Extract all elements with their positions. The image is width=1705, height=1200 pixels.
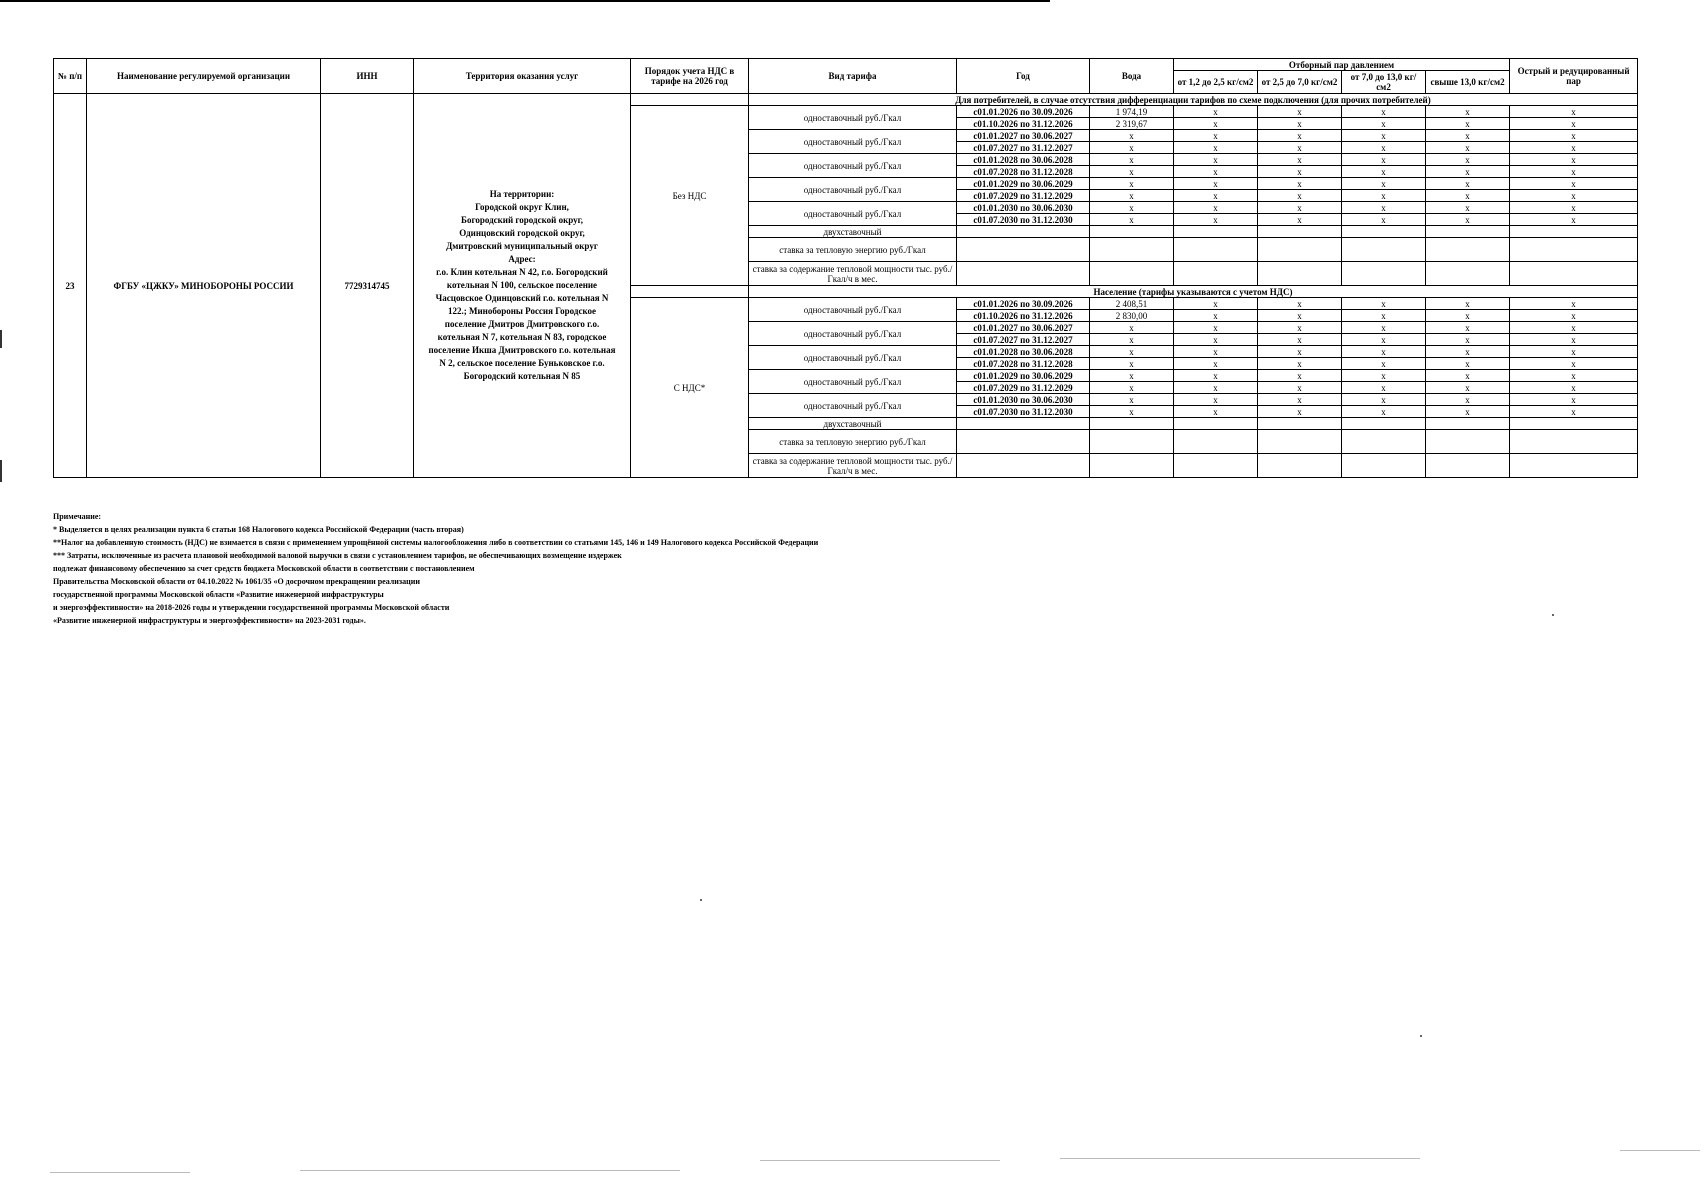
cross-mark: х bbox=[1510, 382, 1638, 394]
rate-energy-label: ставка за тепловую энергию руб./Гкал bbox=[749, 238, 957, 262]
territory-line: поселение Дмитров Дмитровского г.о. bbox=[444, 319, 600, 329]
cross-mark: х bbox=[1174, 166, 1258, 178]
vat-spacer bbox=[631, 94, 749, 106]
territory-line: котельная N 7, котельная N 83, городское bbox=[437, 332, 607, 342]
cross-mark: х bbox=[1258, 178, 1342, 190]
empty-cell bbox=[1426, 262, 1510, 286]
water-value: х bbox=[1090, 178, 1174, 190]
cross-mark: х bbox=[1342, 358, 1426, 370]
empty-cell bbox=[1090, 262, 1174, 286]
territory-line: Богородский котельная N 85 bbox=[463, 371, 581, 381]
cross-mark: х bbox=[1174, 334, 1258, 346]
note-line: **Налог на добавленную стоимость (НДС) не взимается в связи с применением упрощённой системы налогообложения либо в соответствии со статьями 145, 146 и 149 Налогового кодекса Российской Федерации bbox=[53, 538, 819, 547]
one-part-tariff-label: одноставочный руб./Гкал bbox=[749, 370, 957, 394]
empty-cell bbox=[1090, 454, 1174, 478]
note-line: Примечание: bbox=[53, 512, 102, 521]
cross-mark: х bbox=[1510, 298, 1638, 310]
cross-mark: х bbox=[1510, 130, 1638, 142]
empty-cell bbox=[1090, 430, 1174, 454]
cross-mark: х bbox=[1426, 406, 1510, 418]
scan-dash bbox=[1620, 1150, 1700, 1151]
period: с01.07.2027 по 31.12.2027 bbox=[957, 334, 1090, 346]
cross-mark: х bbox=[1174, 382, 1258, 394]
water-value: х bbox=[1090, 142, 1174, 154]
cross-mark: х bbox=[1258, 142, 1342, 154]
water-value: 2 408,51 bbox=[1090, 298, 1174, 310]
water-value: х bbox=[1090, 394, 1174, 406]
period: с01.01.2029 по 30.06.2029 bbox=[957, 370, 1090, 382]
cross-mark: х bbox=[1510, 310, 1638, 322]
cross-mark: х bbox=[1510, 142, 1638, 154]
two-part-tariff-label: двухставочный bbox=[749, 418, 957, 430]
header-row-1 bbox=[54, 59, 1638, 71]
cross-mark: х bbox=[1510, 322, 1638, 334]
period: с01.10.2026 по 31.12.2026 bbox=[957, 118, 1090, 130]
cross-mark: х bbox=[1426, 166, 1510, 178]
cross-mark: х bbox=[1174, 202, 1258, 214]
empty-cell bbox=[1258, 238, 1342, 262]
empty-cell bbox=[1426, 238, 1510, 262]
empty-cell bbox=[1090, 226, 1174, 238]
empty-cell bbox=[1258, 262, 1342, 286]
rate-capacity-label: ставка за содержание тепловой мощности тыс. руб./Гкал/ч в мес. bbox=[749, 262, 957, 286]
scan-dash bbox=[300, 1170, 680, 1171]
cross-mark: х bbox=[1342, 166, 1426, 178]
empty-cell bbox=[1426, 454, 1510, 478]
cross-mark: х bbox=[1174, 106, 1258, 118]
water-value: х bbox=[1090, 202, 1174, 214]
tariff-body bbox=[54, 94, 1638, 478]
cross-mark: х bbox=[1510, 214, 1638, 226]
territory-line: поселение Икша Дмитровского г.о. котельная bbox=[428, 345, 616, 355]
empty-cell bbox=[1426, 430, 1510, 454]
scan-mark bbox=[0, 460, 2, 482]
cross-mark: х bbox=[1342, 406, 1426, 418]
cross-mark: х bbox=[1174, 358, 1258, 370]
cross-mark: х bbox=[1174, 178, 1258, 190]
cross-mark: х bbox=[1510, 190, 1638, 202]
cross-mark: х bbox=[1258, 154, 1342, 166]
header-steam-3: от 7,0 до 13,0 кг/см2 bbox=[1342, 71, 1426, 94]
scan-dot bbox=[1420, 1035, 1422, 1037]
vat-order: С НДС* bbox=[631, 298, 749, 478]
period: с01.01.2028 по 30.06.2028 bbox=[957, 154, 1090, 166]
scan-dot bbox=[1552, 614, 1554, 616]
water-value: х bbox=[1090, 190, 1174, 202]
cross-mark: х bbox=[1258, 202, 1342, 214]
cross-mark: х bbox=[1426, 130, 1510, 142]
cross-mark: х bbox=[1258, 190, 1342, 202]
cross-mark: х bbox=[1174, 346, 1258, 358]
notes-block bbox=[53, 510, 818, 627]
two-part-tariff-label: двухставочный bbox=[749, 226, 957, 238]
note-line: * Выделяется в целях реализации пункта 6 статьи 168 Налогового кодекса Российской Федерации (часть вторая) bbox=[53, 525, 464, 534]
one-part-tariff-label: одноставочный руб./Гкал bbox=[749, 346, 957, 370]
scan-dot bbox=[700, 899, 702, 901]
cross-mark: х bbox=[1510, 358, 1638, 370]
territory-line: Дмитровский муниципальный округ bbox=[446, 241, 598, 251]
empty-cell bbox=[1510, 430, 1638, 454]
empty-cell bbox=[1174, 226, 1258, 238]
period: с01.07.2029 по 31.12.2029 bbox=[957, 382, 1090, 394]
period: с01.01.2027 по 30.06.2027 bbox=[957, 322, 1090, 334]
header-sharp-steam: Острый и редуцированный пар bbox=[1510, 59, 1638, 94]
cross-mark: х bbox=[1174, 394, 1258, 406]
cross-mark: х bbox=[1426, 310, 1510, 322]
cross-mark: х bbox=[1258, 382, 1342, 394]
cross-mark: х bbox=[1426, 190, 1510, 202]
period: с01.07.2029 по 31.12.2029 bbox=[957, 190, 1090, 202]
empty-cell bbox=[1510, 454, 1638, 478]
cross-mark: х bbox=[1426, 154, 1510, 166]
cross-mark: х bbox=[1174, 118, 1258, 130]
empty-cell bbox=[1258, 418, 1342, 430]
water-value: х bbox=[1090, 166, 1174, 178]
empty-cell bbox=[957, 430, 1090, 454]
cross-mark: х bbox=[1510, 202, 1638, 214]
rate-energy-label: ставка за тепловую энергию руб./Гкал bbox=[749, 430, 957, 454]
cross-mark: х bbox=[1342, 130, 1426, 142]
cross-mark: х bbox=[1342, 346, 1426, 358]
territory-line: котельная N 100, сельское поселение bbox=[446, 280, 598, 290]
empty-cell bbox=[1174, 454, 1258, 478]
water-value: х bbox=[1090, 382, 1174, 394]
cross-mark: х bbox=[1426, 322, 1510, 334]
one-part-tariff-label: одноставочный руб./Гкал bbox=[749, 154, 957, 178]
one-part-tariff-label: одноставочный руб./Гкал bbox=[749, 106, 957, 130]
cross-mark: х bbox=[1342, 202, 1426, 214]
scan-dash bbox=[760, 1160, 1000, 1161]
period: с01.01.2027 по 30.06.2027 bbox=[957, 130, 1090, 142]
cross-mark: х bbox=[1510, 166, 1638, 178]
water-value: 2 830,00 bbox=[1090, 310, 1174, 322]
vat-order: Без НДС bbox=[631, 106, 749, 286]
cross-mark: х bbox=[1258, 166, 1342, 178]
one-part-tariff-label: одноставочный руб./Гкал bbox=[749, 322, 957, 346]
empty-cell bbox=[1510, 226, 1638, 238]
section-title: Население (тарифы указываются с учетом НДС) bbox=[749, 286, 1638, 298]
territory-line: Городской округ Клин, bbox=[475, 202, 569, 212]
header-territory: Территория оказания услуг bbox=[414, 59, 631, 94]
cross-mark: х bbox=[1510, 334, 1638, 346]
inn-value: 7729314745 bbox=[321, 94, 414, 478]
cross-mark: х bbox=[1342, 394, 1426, 406]
territory-line: Адрес: bbox=[508, 254, 536, 264]
empty-cell bbox=[1174, 418, 1258, 430]
cross-mark: х bbox=[1510, 178, 1638, 190]
cross-mark: х bbox=[1510, 346, 1638, 358]
cross-mark: х bbox=[1426, 106, 1510, 118]
empty-cell bbox=[1258, 454, 1342, 478]
period: с01.07.2030 по 31.12.2030 bbox=[957, 214, 1090, 226]
cross-mark: х bbox=[1342, 142, 1426, 154]
cross-mark: х bbox=[1426, 142, 1510, 154]
cross-mark: х bbox=[1258, 370, 1342, 382]
water-value: х bbox=[1090, 322, 1174, 334]
cross-mark: х bbox=[1174, 142, 1258, 154]
empty-cell bbox=[957, 454, 1090, 478]
period: с01.07.2030 по 31.12.2030 bbox=[957, 406, 1090, 418]
empty-cell bbox=[957, 262, 1090, 286]
period: с01.01.2030 по 30.06.2030 bbox=[957, 394, 1090, 406]
cross-mark: х bbox=[1258, 106, 1342, 118]
header-org: Наименование регулируемой организации bbox=[87, 59, 321, 94]
empty-cell bbox=[1174, 238, 1258, 262]
cross-mark: х bbox=[1426, 178, 1510, 190]
cross-mark: х bbox=[1174, 406, 1258, 418]
empty-cell bbox=[1090, 418, 1174, 430]
cross-mark: х bbox=[1174, 310, 1258, 322]
header-vat-order: Порядок учета НДС в тарифе на 2026 год bbox=[631, 59, 749, 94]
header-inn: ИНН bbox=[321, 59, 414, 94]
header-year: Год bbox=[957, 59, 1090, 94]
empty-cell bbox=[1342, 430, 1426, 454]
header-steam-group: Отборный пар давлением bbox=[1174, 59, 1510, 71]
water-value: х bbox=[1090, 154, 1174, 166]
empty-cell bbox=[1342, 418, 1426, 430]
rate-capacity-label: ставка за содержание тепловой мощности тыс. руб./Гкал/ч в мес. bbox=[749, 454, 957, 478]
water-value: х bbox=[1090, 406, 1174, 418]
cross-mark: х bbox=[1342, 298, 1426, 310]
cross-mark: х bbox=[1174, 298, 1258, 310]
cross-mark: х bbox=[1426, 298, 1510, 310]
empty-cell bbox=[1510, 262, 1638, 286]
cross-mark: х bbox=[1510, 118, 1638, 130]
header-num: № п/п bbox=[54, 59, 87, 94]
territory-line: Часцовское Одинцовский г.о. котельная N bbox=[435, 293, 609, 303]
period: с01.10.2026 по 31.12.2026 bbox=[957, 310, 1090, 322]
empty-cell bbox=[1426, 226, 1510, 238]
water-value: х bbox=[1090, 130, 1174, 142]
water-value: х bbox=[1090, 358, 1174, 370]
cross-mark: х bbox=[1426, 358, 1510, 370]
cross-mark: х bbox=[1258, 358, 1342, 370]
empty-cell bbox=[1510, 238, 1638, 262]
period: с01.07.2027 по 31.12.2027 bbox=[957, 142, 1090, 154]
cross-mark: х bbox=[1426, 214, 1510, 226]
cross-mark: х bbox=[1426, 202, 1510, 214]
section-title: Для потребителей, в случае отсутствия дифференциации тарифов по схеме подключения (для прочих потребителей) bbox=[749, 94, 1638, 106]
cross-mark: х bbox=[1174, 322, 1258, 334]
cross-mark: х bbox=[1258, 322, 1342, 334]
water-value: х bbox=[1090, 346, 1174, 358]
cross-mark: х bbox=[1174, 154, 1258, 166]
organization-name: ФГБУ «ЦЖКУ» МИНОБОРОНЫ РОССИИ bbox=[87, 94, 321, 478]
cross-mark: х bbox=[1174, 214, 1258, 226]
tariff-document bbox=[53, 58, 1637, 478]
period: с01.01.2029 по 30.06.2029 bbox=[957, 178, 1090, 190]
period: с01.01.2026 по 30.09.2026 bbox=[957, 106, 1090, 118]
cross-mark: х bbox=[1342, 190, 1426, 202]
territory-line: Одинцовский городской округ, bbox=[459, 228, 585, 238]
empty-cell bbox=[957, 226, 1090, 238]
empty-cell bbox=[1174, 262, 1258, 286]
cross-mark: х bbox=[1510, 154, 1638, 166]
cross-mark: х bbox=[1258, 394, 1342, 406]
cross-mark: х bbox=[1342, 322, 1426, 334]
note-line: и энергоэффективности» на 2018-2026 годы и утверждении государственной программы Московской области bbox=[53, 603, 450, 612]
empty-cell bbox=[1342, 454, 1426, 478]
empty-cell bbox=[1258, 430, 1342, 454]
empty-cell bbox=[957, 238, 1090, 262]
cross-mark: х bbox=[1342, 154, 1426, 166]
header-water: Вода bbox=[1090, 59, 1174, 94]
water-value: х bbox=[1090, 334, 1174, 346]
note-line: *** Затраты, исключенные из расчета плановой необходимой валовой выручки в связи с установлением тарифов, не обеспечивающих возмещение издержек bbox=[53, 551, 622, 560]
cross-mark: х bbox=[1342, 334, 1426, 346]
cross-mark: х bbox=[1510, 106, 1638, 118]
header-steam-1: от 1,2 до 2,5 кг/см2 bbox=[1174, 71, 1258, 94]
empty-cell bbox=[1342, 226, 1426, 238]
cross-mark: х bbox=[1258, 334, 1342, 346]
empty-cell bbox=[1174, 430, 1258, 454]
header-steam-2: от 2,5 до 7,0 кг/см2 bbox=[1258, 71, 1342, 94]
note-line: «Развитие инженерной инфраструктуры и энергоэффективности» на 2023-2031 годы». bbox=[53, 616, 366, 625]
empty-cell bbox=[957, 418, 1090, 430]
water-value: х bbox=[1090, 214, 1174, 226]
one-part-tariff-label: одноставочный руб./Гкал bbox=[749, 394, 957, 418]
cross-mark: х bbox=[1174, 370, 1258, 382]
section-title-row bbox=[54, 94, 1638, 106]
cross-mark: х bbox=[1342, 118, 1426, 130]
period: с01.07.2028 по 31.12.2028 bbox=[957, 166, 1090, 178]
cross-mark: х bbox=[1426, 370, 1510, 382]
period: с01.01.2030 по 30.06.2030 bbox=[957, 202, 1090, 214]
territory-address bbox=[414, 94, 631, 478]
cross-mark: х bbox=[1342, 382, 1426, 394]
header-steam-4: свыше 13,0 кг/см2 bbox=[1426, 71, 1510, 94]
tariff-table bbox=[53, 58, 1638, 478]
empty-cell bbox=[1510, 418, 1638, 430]
empty-cell bbox=[1258, 226, 1342, 238]
cross-mark: х bbox=[1342, 106, 1426, 118]
cross-mark: х bbox=[1258, 346, 1342, 358]
empty-cell bbox=[1342, 238, 1426, 262]
territory-line: Богородский городской округ, bbox=[461, 215, 583, 225]
scan-dash bbox=[50, 1172, 190, 1173]
row-number: 23 bbox=[54, 94, 87, 478]
cross-mark: х bbox=[1174, 130, 1258, 142]
header-tariff-type: Вид тарифа bbox=[749, 59, 957, 94]
water-value: х bbox=[1090, 370, 1174, 382]
scan-mark bbox=[0, 330, 2, 348]
water-value: 2 319,67 bbox=[1090, 118, 1174, 130]
scan-dash bbox=[1060, 1158, 1420, 1159]
cross-mark: х bbox=[1258, 406, 1342, 418]
cross-mark: х bbox=[1258, 298, 1342, 310]
cross-mark: х bbox=[1426, 394, 1510, 406]
empty-cell bbox=[1426, 418, 1510, 430]
cross-mark: х bbox=[1342, 214, 1426, 226]
period: с01.01.2028 по 30.06.2028 bbox=[957, 346, 1090, 358]
cross-mark: х bbox=[1258, 214, 1342, 226]
one-part-tariff-label: одноставочный руб./Гкал bbox=[749, 130, 957, 154]
cross-mark: х bbox=[1342, 178, 1426, 190]
cross-mark: х bbox=[1426, 346, 1510, 358]
water-value: 1 974,19 bbox=[1090, 106, 1174, 118]
territory-line: На территории: bbox=[489, 189, 555, 199]
period: с01.07.2028 по 31.12.2028 bbox=[957, 358, 1090, 370]
vat-spacer bbox=[631, 286, 749, 298]
note-line: подлежат финансовому обеспечению за счет средств бюджета Московской области в соответствии с постановлением bbox=[53, 564, 475, 573]
cross-mark: х bbox=[1426, 334, 1510, 346]
cross-mark: х bbox=[1510, 370, 1638, 382]
cross-mark: х bbox=[1426, 382, 1510, 394]
one-part-tariff-label: одноставочный руб./Гкал bbox=[749, 298, 957, 322]
note-line: государственной программы Московской области «Развитие инженерной инфраструктуры bbox=[53, 590, 384, 599]
top-scan-line bbox=[0, 0, 1050, 2]
cross-mark: х bbox=[1426, 118, 1510, 130]
note-line: Правительства Московской области от 04.10.2022 № 1061/35 «О досрочном прекращении реализации bbox=[53, 577, 420, 586]
cross-mark: х bbox=[1342, 310, 1426, 322]
cross-mark: х bbox=[1258, 130, 1342, 142]
period: с01.01.2026 по 30.09.2026 bbox=[957, 298, 1090, 310]
cross-mark: х bbox=[1174, 190, 1258, 202]
empty-cell bbox=[1090, 238, 1174, 262]
territory-line: N 2, сельское поселение Буньковское г.о. bbox=[439, 358, 605, 368]
territory-line: г.о. Клин котельная N 42, г.о. Богородский bbox=[436, 267, 608, 277]
cross-mark: х bbox=[1258, 118, 1342, 130]
one-part-tariff-label: одноставочный руб./Гкал bbox=[749, 178, 957, 202]
cross-mark: х bbox=[1510, 394, 1638, 406]
territory-line: 122.; Минобороны Россия Городское bbox=[447, 306, 597, 316]
cross-mark: х bbox=[1342, 370, 1426, 382]
cross-mark: х bbox=[1510, 406, 1638, 418]
cross-mark: х bbox=[1258, 310, 1342, 322]
one-part-tariff-label: одноставочный руб./Гкал bbox=[749, 202, 957, 226]
empty-cell bbox=[1342, 262, 1426, 286]
